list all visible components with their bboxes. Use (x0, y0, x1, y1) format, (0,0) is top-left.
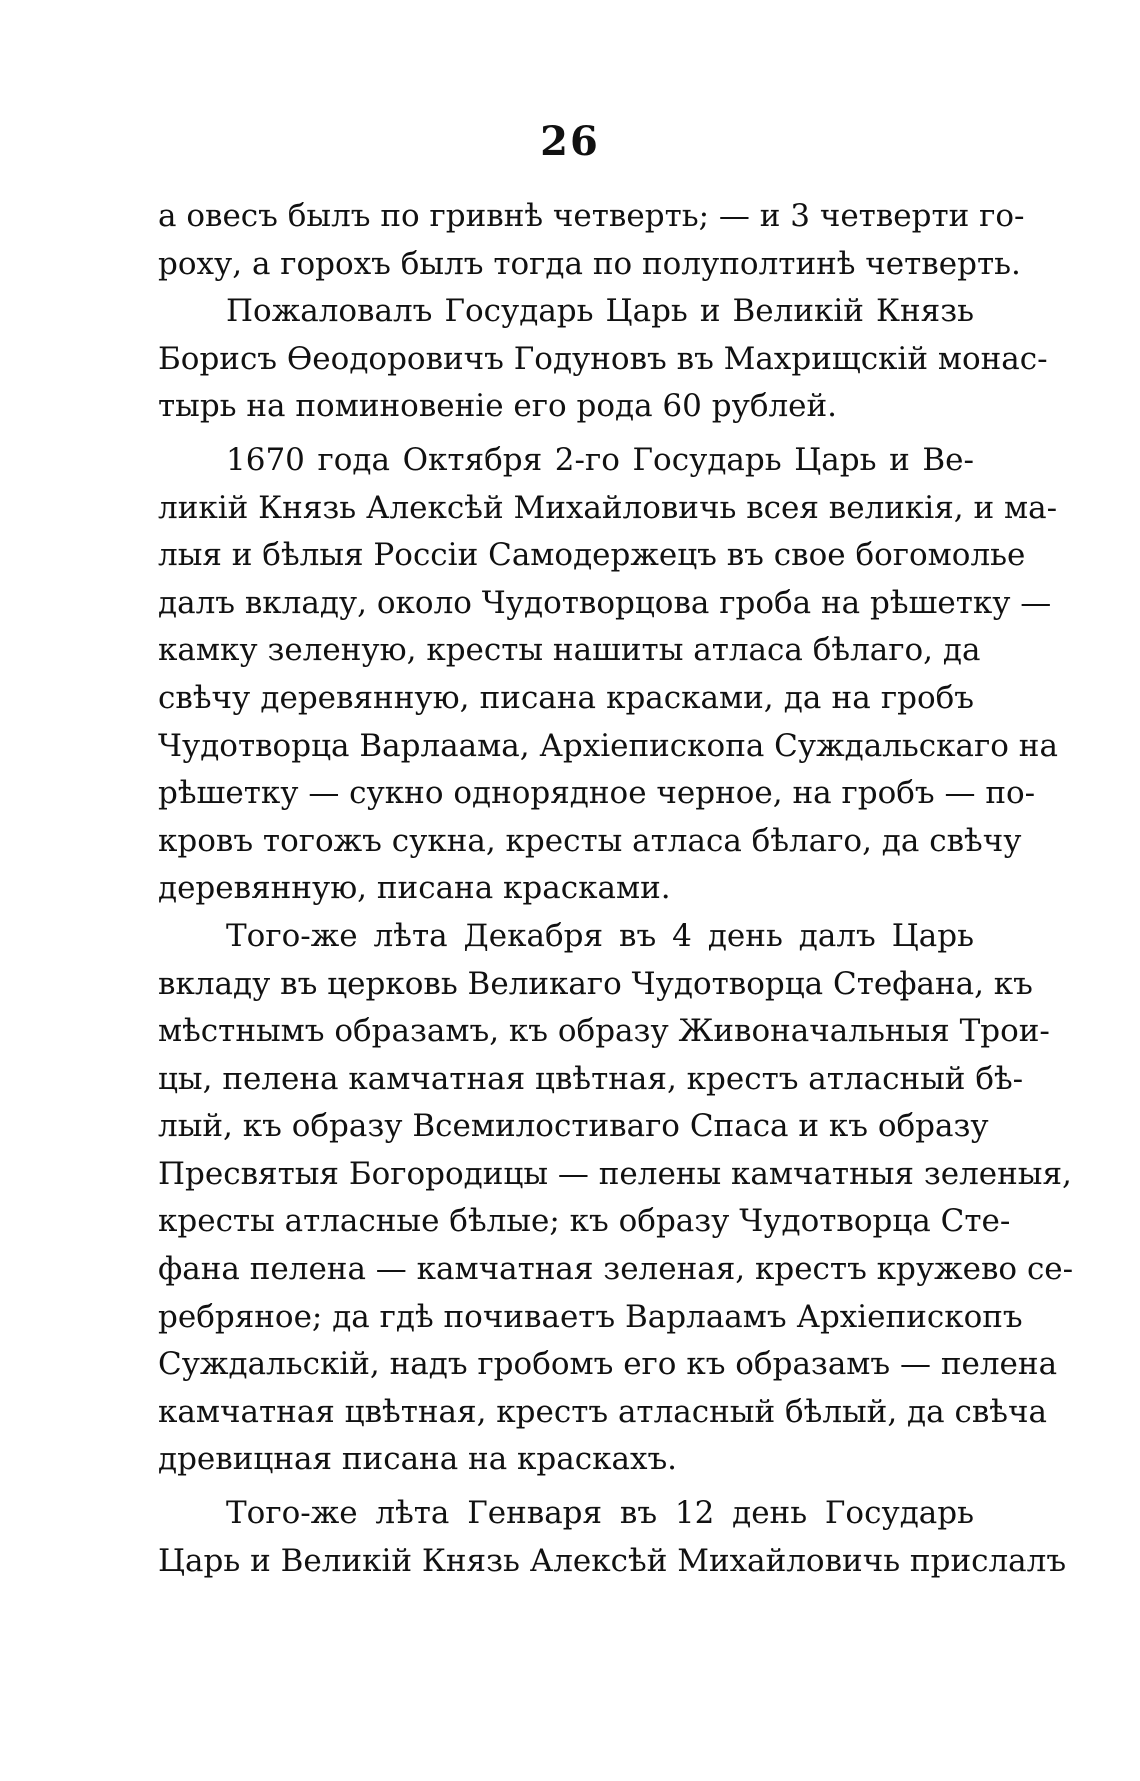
text-line: кресты атласные бѣлые; къ образу Чудотворца Сте- (158, 1203, 1011, 1240)
text-line: мѣстнымъ образамъ, къ образу Живоначальныя Трои- (158, 1013, 1050, 1050)
body-text (158, 193, 1074, 1585)
text-line: Царь и Великій Князь Алексѣй Михайловичь прислалъ (158, 1542, 1067, 1579)
text-line: Суждальскій, надъ гробомъ его къ образамъ — пелена (158, 1346, 1058, 1383)
text-line: лыя и бѣлыя Россіи Самодержецъ въ свое богомолье (158, 537, 1026, 574)
text-line: кровъ тогожъ сукна, кресты атласа бѣлаго, да свѣчу (158, 822, 1022, 859)
text-line: вкладу въ церковь Великаго Чудотворца Стефана, къ (158, 965, 1033, 1002)
page-number: 26 (540, 118, 600, 165)
text-line: древицная писана на краскахъ. (158, 1441, 678, 1478)
text-line: лый, къ образу Всемилостиваго Спаса и къ образу (158, 1108, 989, 1145)
text-line: камку зеленую, кресты нашиты атласа бѣлаго, да (158, 632, 981, 669)
text-line: свѣчу деревянную, писана красками, да на гробъ (158, 679, 974, 716)
text-line: а овесъ былъ по гривнѣ четверть; — и 3 четверти го- (158, 198, 1025, 234)
text-line: Борисъ Ѳеодоровичъ Годуновъ въ Махрищскій монас- (158, 340, 1048, 377)
text-line: роху, а горохъ былъ тогда по полуполтинѣ четверть. (158, 245, 1021, 282)
paragraph-start-line: Того-же лѣта Декабря въ 4 день далъ Царь (226, 917, 974, 954)
text-line: Пресвятыя Богородицы — пелены камчатныя зеленыя, (158, 1155, 1072, 1192)
text-line: тырь на поминовеніе его рода 60 рублей. (158, 388, 838, 425)
text-line: цы, пелена камчатная цвѣтная, крестъ атласный бѣ- (158, 1060, 1024, 1097)
text-line: ликій Князь Алексѣй Михайловичь всея великія, и ма- (158, 489, 1058, 526)
paragraph-start-line: Пожаловалъ Государь Царь и Великій Князь (226, 293, 974, 330)
text-line: камчатная цвѣтная, крестъ атласный бѣлый, да свѣча (158, 1393, 1047, 1430)
text-line: ребряное; да гдѣ почиваетъ Варлаамъ Архіепископъ (158, 1298, 1023, 1335)
text-line: Чудотворца Варлаама, Архіепископа Суждальскаго на (158, 727, 1058, 764)
paragraph-start-line: Того-же лѣта Генваря въ 12 день Государь (226, 1495, 974, 1532)
text-line: фана пелена — камчатная зеленая, крестъ кружево се- (158, 1251, 1074, 1288)
paragraph-start-line: 1670 года Октября 2-го Государь Царь и Ве- (226, 441, 974, 478)
text-line: деревянную, писана красками. (158, 870, 671, 907)
text-line: далъ вкладу, около Чудотворцова гроба на рѣшетку — (158, 584, 1052, 621)
text-line: рѣшетку — сукно одноряднoе черное, на гробъ — по- (158, 775, 1036, 812)
